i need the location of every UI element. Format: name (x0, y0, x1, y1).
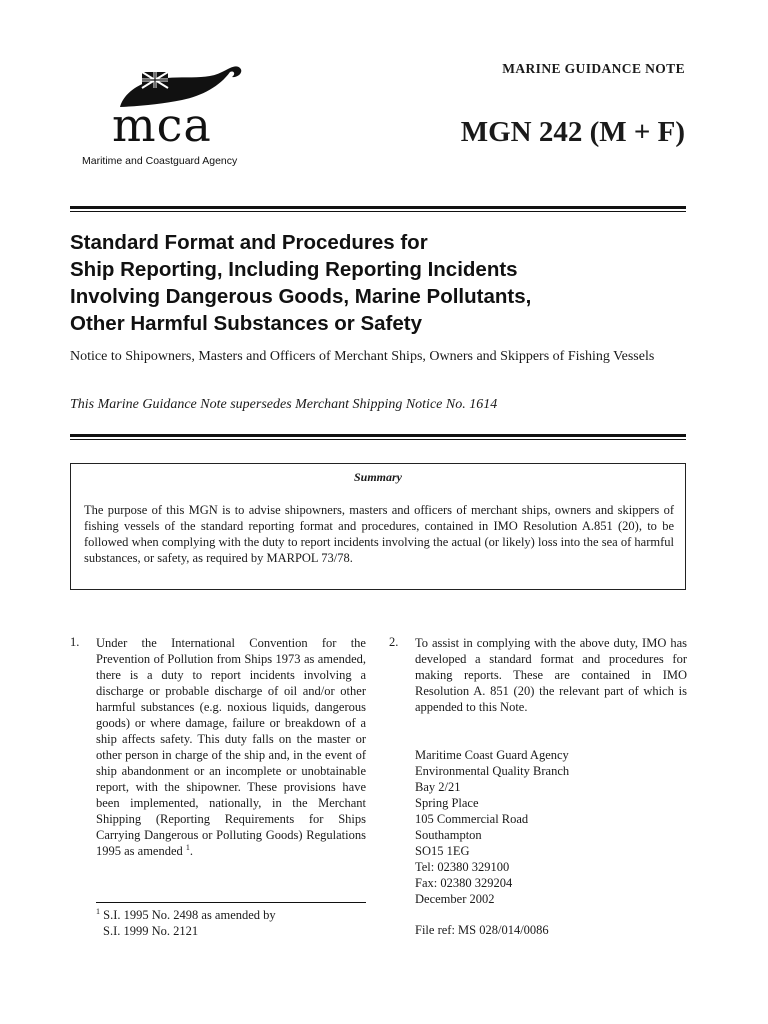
contact-address (415, 747, 687, 907)
footnote (96, 907, 366, 939)
title-line: Ship Reporting, Including Reporting Incidents (70, 258, 518, 281)
header-divider (70, 206, 686, 212)
summary-heading: Summary (353, 470, 402, 484)
document-type: MARINE GUIDANCE NOTE (502, 61, 685, 76)
address-line: Environmental Quality Branch (415, 764, 570, 778)
address-line: Bay 2/21 (415, 780, 461, 794)
address-line: 105 Commercial Road (415, 812, 529, 826)
address-line: Spring Place (415, 796, 479, 810)
document-number: MGN 242 (M + F) (460, 116, 685, 148)
summary-box (70, 463, 686, 590)
address-line: December 2002 (415, 892, 495, 906)
mca-logo (82, 62, 272, 172)
paragraph-1 (96, 635, 366, 859)
paragraph-number: 2. (389, 635, 399, 649)
address-line: Fax: 02380 329204 (415, 876, 513, 890)
address-line: Maritime Coast Guard Agency (415, 748, 569, 762)
paragraph-number: 1. (70, 635, 80, 649)
footnote-line: S.I. 1999 No. 2121 (103, 924, 199, 938)
agency-name: Maritime and Coastguard Agency (82, 155, 238, 167)
footnote-divider (96, 902, 366, 903)
title-line: Standard Format and Procedures for (70, 231, 428, 254)
document-title (70, 229, 650, 337)
supersedes-note: This Marine Guidance Note supersedes Merchant Shipping Notice No. 1614 (70, 397, 498, 412)
title-line: Involving Dangerous Goods, Marine Pollutants, (70, 285, 532, 308)
summary-text: The purpose of this MGN is to advise shipowners, masters and officers of merchant ships, owners and skippers of fishing vessels of the standard reporting format and procedures, contained in IMO Resolution A.851 (20), to be followed when complying with the duty to report incidents involving the actual (or likely) loss into the sea of harmful substances, or safety, as required by MARPOL 73/78. (84, 503, 674, 566)
footnote-reference: 1 (185, 842, 190, 852)
title-divider (70, 434, 686, 440)
address-line: SO15 1EG (415, 844, 470, 858)
paragraph-1-end: . (189, 844, 194, 858)
footnote-mark: 1 (96, 906, 100, 916)
address-line: Tel: 02380 329100 (415, 860, 510, 874)
audience-notice: Notice to Shipowners, Masters and Officers of Merchant Ships, Owners and Skippers of Fishing Vessels (70, 349, 655, 364)
paragraph-1-text: Under the International Convention for the Prevention of Pollution from Ships 1973 as amended, there is a duty to report incidents involving a discharge or probable discharge of oil and/or other harmful substances (e.g. noxious liquids, dangerous goods) or where damage, failure or breakdown of a ship affects safety. This duty falls on the master or other person in charge of the ship and, in the event of ship abandonment or an incomplete or unobtainable report, with the shipowner. These provisions have been implemented, nationally, in the Merchant Shipping (Reporting Requirements for Ships Carrying Dangerous or Polluting Goods) Regulations 1995 as amended (96, 636, 366, 858)
footnote-line: S.I. 1995 No. 2498 as amended by (103, 908, 276, 922)
title-line: Other Harmful Substances or Safety (70, 312, 423, 335)
file-reference: File ref: MS 028/014/0086 (415, 923, 549, 937)
address-line: Southampton (415, 828, 482, 842)
logo-wordmark: mca (112, 98, 212, 152)
paragraph-2: To assist in complying with the above duty, IMO has developed a standard format and procedures for making reports. These are contained in IMO Resolution A. 851 (20) the relevant part of which is appended to this Note. (415, 636, 687, 714)
